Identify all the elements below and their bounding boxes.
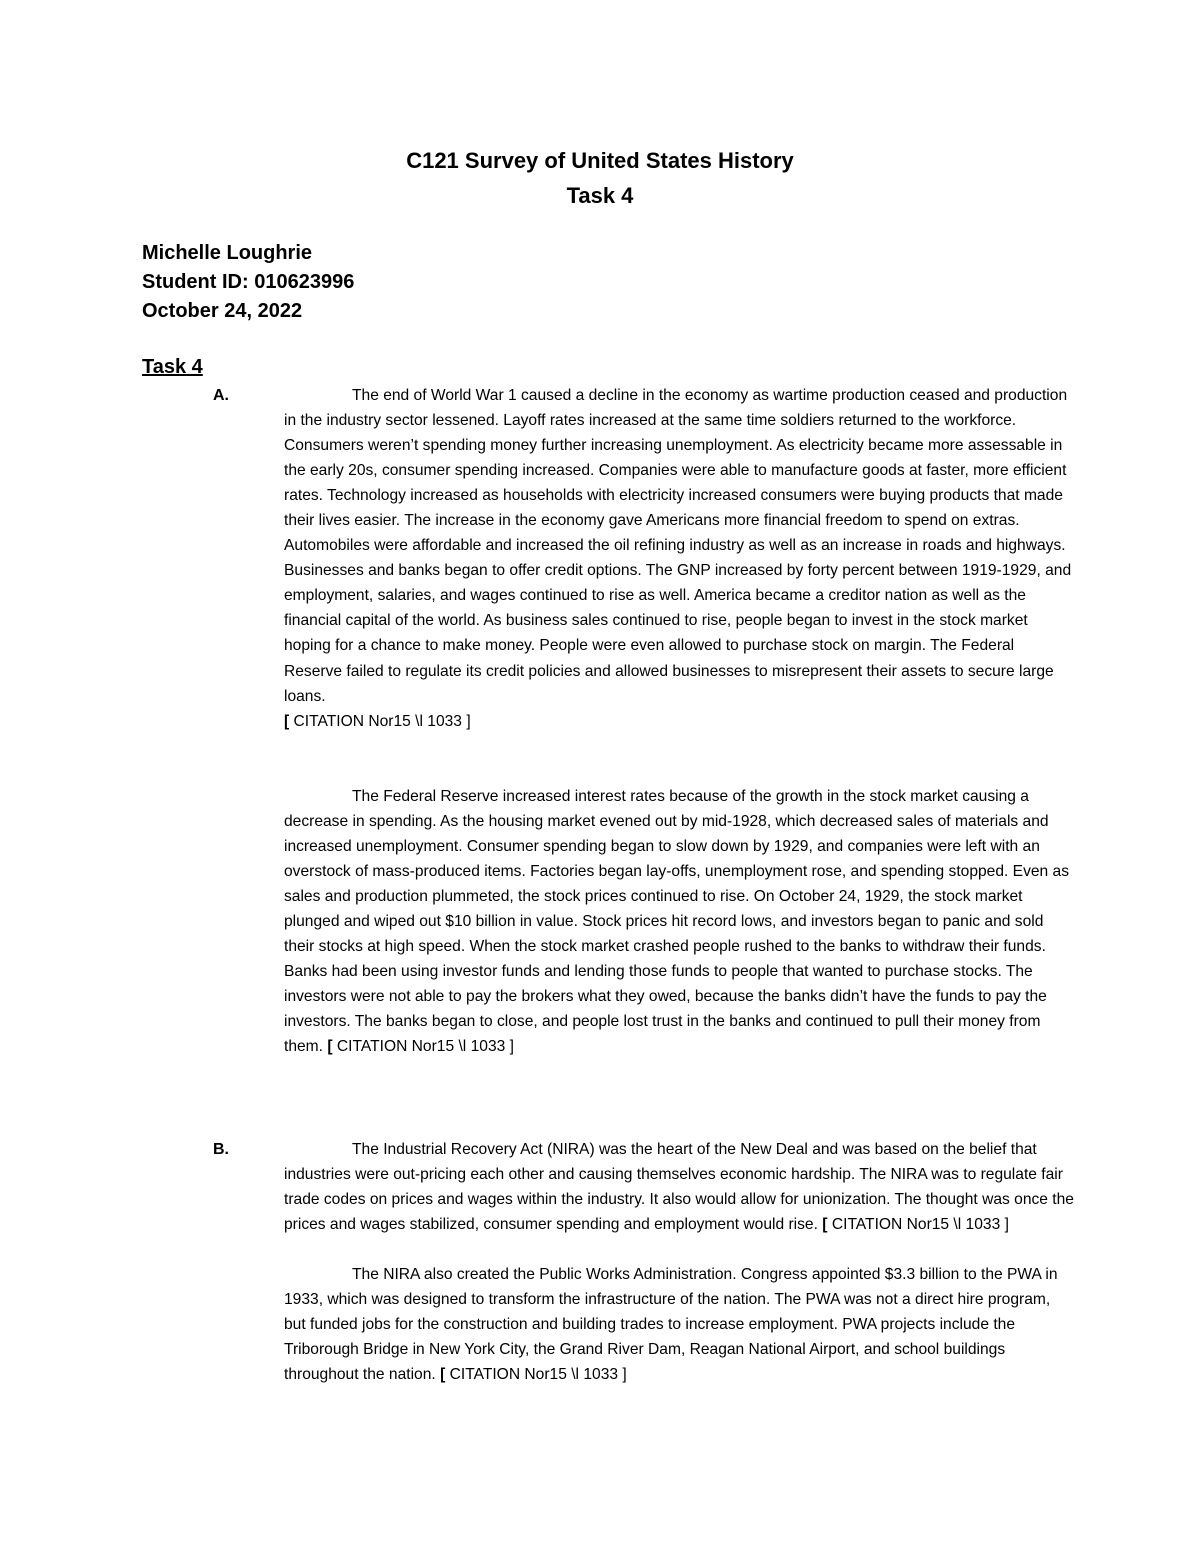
paragraph-text: The end of World War 1 caused a decline in the economy as wartime production ceased and production in the industry sector lessened. Layoff rates increased at the same time soldiers returned to the workforce. Consumers weren’t spending money further increasing unemployment. As electricity became more assessable in the early 20s, consumer spending increased. Companies were able to manufacture goods at faster, more efficient rates. Technology increased as households with electricity increased consumers were buying products that made their lives easier. The increase in the economy gave Americans more financial freedom to spend on extras. Automobiles were affordable and increased the oil refining industry as well as an increase in roads and highways. Businesses and banks began to offer credit options. The GNP increased by forty percent between 1919-1929, and employment, salaries, and wages continued to rise as well. America became a creditor nation as well as the financial capital of the world. As business sales continued to rise, people began to invest in the stock market hoping for a chance to make money. People were even allowed to purchase stock on margin. The Federal Reserve failed to regulate its credit policies and allowed businesses to misrepresent their assets to secure large loans.: [284, 387, 1072, 705]
section-label-b: B.: [213, 1141, 229, 1158]
citation-open-bracket: [: [440, 1366, 446, 1384]
citation-open-bracket: [: [822, 1216, 828, 1234]
paragraph-text: The NIRA also created the Public Works Administration. Congress appointed $3.3 billion to the PWA in 1933, which was designed to transform the infrastructure of the nation. The PWA was not a direct hire program, but funded jobs for the construction and building trades to increase employment. PWA projects include the Triborough Bridge in New York City, the Grand River Dam, Reagan National Airport, and school buildings throughout the nation.: [284, 1266, 1058, 1384]
author-block: [142, 239, 354, 326]
citation-field: CITATION Nor15 \l 1033: [449, 1366, 619, 1384]
citation-open-bracket: [: [284, 712, 290, 730]
paragraph-a1: [284, 383, 1074, 734]
citation-open-bracket: [: [327, 1038, 333, 1056]
citation-close-bracket: ]: [466, 712, 471, 730]
citation-close-bracket: ]: [509, 1038, 514, 1056]
student-id: Student ID: 010623996: [142, 271, 355, 293]
document-title: C121 Survey of United States History: [406, 148, 794, 173]
section-label-a: A.: [213, 387, 229, 404]
author-name: Michelle Loughrie: [142, 242, 313, 264]
paragraph-a2: [284, 784, 1074, 1060]
paragraph-b2: [284, 1262, 1074, 1387]
citation-field: CITATION Nor15 \l 1033: [293, 712, 462, 730]
document-date: October 24, 2022: [142, 300, 303, 322]
paragraph-b1: [284, 1137, 1074, 1237]
citation-field: CITATION Nor15 \l 1033: [336, 1038, 506, 1056]
section-heading: Task 4: [142, 356, 203, 378]
citation-field: CITATION Nor15 \l 1033: [831, 1216, 1001, 1234]
paragraph-text: The Industrial Recovery Act (NIRA) was the heart of the New Deal and was based on the belief that industries were out-pricing each other and causing themselves economic hardship. The NIRA was to regulate fair trade codes on prices and wages within the industry. It also would allow for unionization. The thought was once the prices and wages stabilized, consumer spending and employment would rise.: [284, 1141, 1074, 1234]
citation-close-bracket: ]: [1004, 1216, 1009, 1234]
citation-close-bracket: ]: [622, 1366, 627, 1384]
paragraph-text: The Federal Reserve increased interest rates because of the growth in the stock market causing a decrease in spending. As the housing market evened out by mid-1928, which decreased sales of materials and increased unemployment. Consumer spending began to slow down by 1929, and companies were left with an overstock of mass-produced items. Factories began lay-offs, unemployment rose, and spending stopped. Even as sales and production plummeted, the stock prices continued to rise. On October 24, 1929, the stock market plunged and wiped out $10 billion in value. Stock prices hit record lows, and investors began to panic and sold their stocks at high speed. When the stock market crashed people rushed to the banks to withdraw their funds. Banks had been using investor funds and lending those funds to people that wanted to purchase stocks. The investors were not able to pay the brokers what they owed, because the banks didn’t have the funds to pay the investors. The banks began to close, and people lost trust in the banks and continued to pull their money from them.: [284, 788, 1070, 1056]
document-subtitle: Task 4: [566, 183, 634, 208]
